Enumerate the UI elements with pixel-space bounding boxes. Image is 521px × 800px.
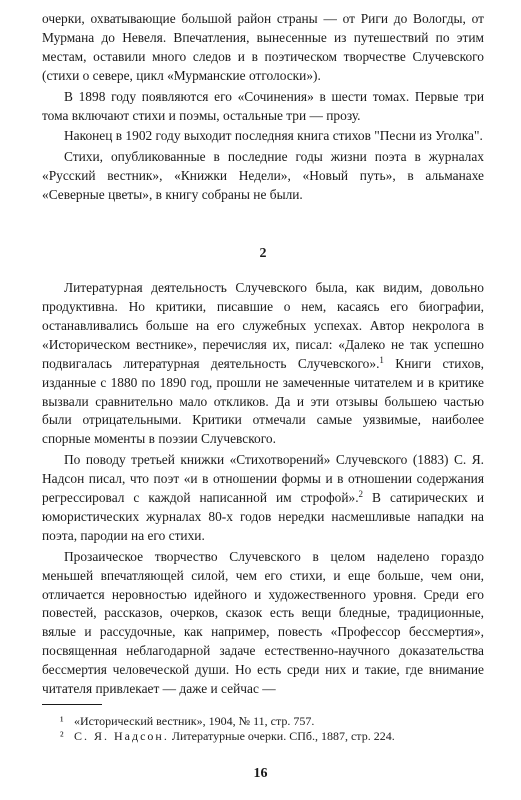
footnote-text: «Исторический вестник», 1904, № 11, стр. 757. <box>74 714 315 728</box>
footnote-marker: ¹ <box>60 714 64 728</box>
paragraph-uncollected-poems: Стихи, опубликованные в последние годы жизни поэта в журналах «Русский вестник», «Книжки Недели», «Новый путь», в альманахе «Северные цветы», в книгу собраны не были. <box>42 149 484 203</box>
page-number: 16 <box>253 766 268 781</box>
footnote-text: Литературные очерки. СПб., 1887, стр. 224. <box>168 729 395 743</box>
footnote-divider <box>42 704 102 705</box>
footnote-author: С. Я. Надсон. <box>74 729 169 743</box>
footnote-2 <box>60 729 484 744</box>
paragraph-text: В сатирических и юмористических журналах 80-х годов нередки насмешливые нападки на поэта, пародии на его стихи. <box>42 490 484 543</box>
footnote-ref-2[interactable]: 2 <box>358 489 364 500</box>
page-body <box>42 10 484 699</box>
paragraph-sochineniya: В 1898 году появляются его «Сочинения» в шести томах. Первые три тома включают стихи и поэмы, остальные три — прозу. <box>42 88 484 123</box>
section-gap <box>42 205 484 245</box>
paragraph-text: Литературная деятельность Случевского была, как видим, довольно продуктивна. Но критики, писавшие о нем, касаясь его биографии, останавливались больше на его служебных успехах. Автор некролога в «Историческом вестнике», перечисляя их, писал: «Далеко не так успешно подвигалась литературная деятельность Случевского». <box>42 280 484 371</box>
paragraph-literary-activity <box>42 279 484 449</box>
paragraph-prose: Прозаическое творчество Случевского в целом наделено гораздо меньшей впечатляющей силой, чем его стихи, и еще больше, чем они, отличается неровностью идейного и художественного уровня. Среди его повестей, рассказов, очерков, сказок есть вещи бледные, традиционные, вялые и рассудочные, как например, повесть «Профессор бессмертия», посвященная неблагодарной задаче естественно-научного доказательства бессмертия человеческой души. Но есть среди них и такие, где внимание читателя привлекает — даже и сейчас — <box>42 548 484 697</box>
footnote-1 <box>60 714 484 729</box>
footnote-marker: ² <box>60 729 64 743</box>
paragraph-text: По поводу третьей книжки «Стихотворений» Случевского (1883) С. Я. Надсон писал, что поэт «и в отношении формы и в отношении содержания регрессировал с каждой написанной им строфой». <box>42 452 484 506</box>
section-number: 2 <box>259 246 267 262</box>
paragraph-last-book: Наконец в 1902 году выходит последняя книга стихов "Песни из Уголка". <box>64 128 483 144</box>
paragraph-text: Книги стихов, изданные с 1880 по 1890 год, прошли не замеченные читателем и в критике вызвали сравнительно мало откликов. Да и эти отзывы большею частью были отрицательными. Критики отмечали самые уязвимые, наиболее спорные моменты в поэзии Случевского. <box>42 355 484 447</box>
footnote-ref-1[interactable]: 1 <box>379 354 384 365</box>
paragraph-continued: очерки, охватывающие большой район страны — от Риги до Вологды, от Мурмана до Невеля. Впечатления, вынесенные из путешествий по этим местам, оставили много следов и в поэтическом творчестве Случевского (стихи о севере, цикл «Мурманские отголоски»). <box>42 11 484 83</box>
footnotes <box>60 714 484 744</box>
paragraph-nadson <box>42 451 484 546</box>
